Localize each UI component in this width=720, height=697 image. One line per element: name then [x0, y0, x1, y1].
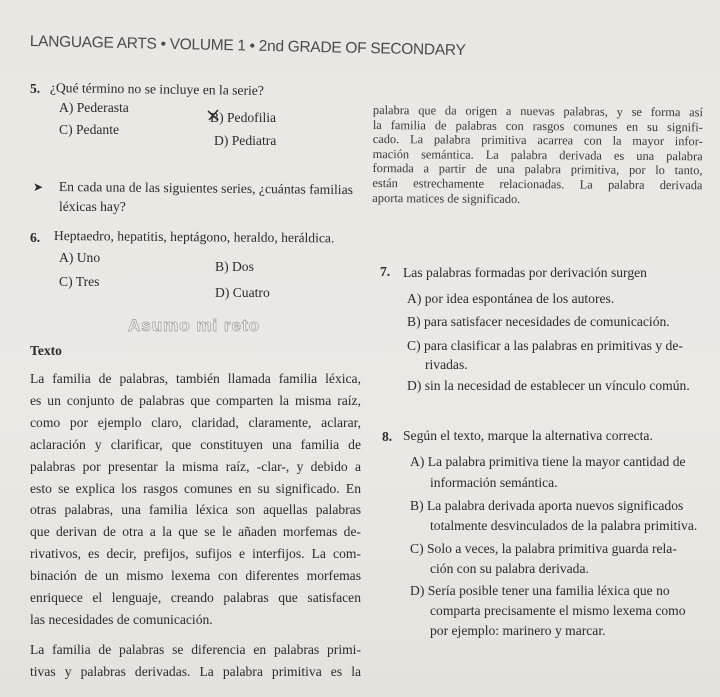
right-passage-line: aporta matices de significado. — [372, 190, 521, 206]
right-passage — [372, 103, 703, 207]
passage-line: esto se explica los rasgos comunes en su significado. En — [30, 480, 361, 496]
q7-option-a: A) por idea espontánea de los autores. — [407, 291, 615, 306]
q8-option-a: A) La palabra primitiva tiene la mayor cantidad de — [410, 454, 686, 469]
q8-option-c: C) Solo a veces, la palabra primitiva guarda rela- — [410, 541, 677, 556]
q6-option-d: D) Cuatro — [215, 285, 270, 300]
q6-option-b: B) Dos — [215, 259, 254, 274]
passage-line: otras palabras, una familia léxica son aquellas palabras — [30, 502, 361, 518]
passage-line: La familia de palabras se diferencia en palabras primi- — [30, 641, 361, 657]
texto-label: Texto — [30, 343, 62, 358]
arrow-bullet-icon: ➤ — [33, 180, 44, 194]
q6-option-a: A) Uno — [59, 250, 101, 265]
series-intro-line2: léxicas hay? — [59, 199, 126, 214]
right-passage-line: formada a partir de una palabra primitiva, por lo tanto, — [372, 161, 703, 178]
q5-prompt: ¿Qué término no se incluye en la serie? — [49, 80, 264, 98]
q8-option-d-cont2: por ejemplo: marinero y marcar. — [430, 623, 606, 638]
q6-prompt: Heptaedro, hepatitis, heptágono, heraldo, heráldica. — [53, 228, 335, 246]
q5-option-b: B) Pedofilia — [210, 110, 277, 125]
section-stamp: Asumo mi reto — [128, 316, 261, 335]
passage-line: binación de un mismo lexema con diferentes morfemas — [30, 568, 361, 584]
page-header: LANGUAGE ARTS • VOLUME 1 • 2nd GRADE OF SECONDARY — [29, 33, 466, 60]
right-passage-line: cado. La palabra primitiva acarrea con la mayor infor- — [372, 132, 703, 149]
q7-option-c: C) para clasificar a las palabras en primitivas y de- — [407, 338, 683, 353]
passage — [30, 368, 361, 683]
right-passage-line: palabra que da origen a nuevas palabras, y se forma así — [372, 103, 703, 120]
q5-option-d: D) Pediatra — [214, 133, 277, 148]
q8-option-d: D) Sería posible tener una familia léxica que no — [410, 583, 670, 598]
passage-line: las necesidades de comunicación. — [30, 611, 213, 627]
q8-prompt: Según el texto, marque la alternativa correcta. — [403, 428, 653, 443]
q7-option-b: B) para satisfacer necesidades de comunicación. — [407, 314, 670, 329]
right-passage-line: están estrechamente relacionadas. La palabra derivada — [372, 175, 703, 193]
q5-option-a: A) Pederasta — [59, 100, 129, 115]
passage-line: palabras por presentar la misma raíz, -clar-, y debido a — [30, 458, 361, 474]
passage-line: tivas y palabras derivadas. La palabra primitiva es la — [30, 663, 361, 679]
q5-number: 5. — [30, 81, 41, 96]
q5-option-c: C) Pedante — [59, 122, 120, 137]
passage-line: enriquece el lenguaje, creando palabras que satisfacen — [30, 590, 361, 606]
q8-option-b-cont: totalmente desvinculados de la palabra primitiva. — [430, 518, 698, 533]
q8-option-b: B) La palabra derivada aporta nuevos significados — [410, 498, 684, 513]
q6-option-c: C) Tres — [59, 274, 100, 289]
series-intro-line1: En cada una de las siguientes series, ¿cuántas familias — [58, 179, 354, 198]
passage-line: La familia de palabras, también llamada familia léxica, — [30, 371, 361, 386]
passage-line: como por ejemplo claro, claridad, claramente, aclarar, — [30, 414, 361, 430]
passage-line: es un conjunto de palabras que comparten la misma raíz, — [30, 392, 361, 408]
passage-line: rivativos, es decir, prefijos, sufijos e interfijos. La com- — [30, 546, 361, 562]
right-passage-line: la familia de palabras con rasgos comunes en su signifi- — [372, 117, 703, 134]
q8-number: 8. — [382, 429, 393, 444]
q7-prompt: Las palabras formadas por derivación surgen — [403, 265, 647, 280]
q6-number: 6. — [30, 230, 41, 245]
q8-option-c-cont: ción con su palabra derivada. — [430, 561, 589, 576]
right-passage-line: mación semántica. La palabra derivada es una palabra — [372, 146, 703, 164]
q8-option-d-cont1: comparta precisamente el mismo lexema como — [430, 603, 686, 618]
q7-option-d: D) sin la necesidad de establecer un vínculo común. — [407, 378, 690, 393]
q8-option-a-cont: información semántica. — [430, 475, 558, 490]
q7-number: 7. — [380, 264, 391, 279]
passage-line: aclaración y clarificar, que constituyen una familia de — [30, 436, 361, 452]
passage-line: que derivan de otra a la que se le añaden morfemas de- — [30, 524, 361, 540]
q7-option-c-cont: rivadas. — [425, 357, 468, 372]
